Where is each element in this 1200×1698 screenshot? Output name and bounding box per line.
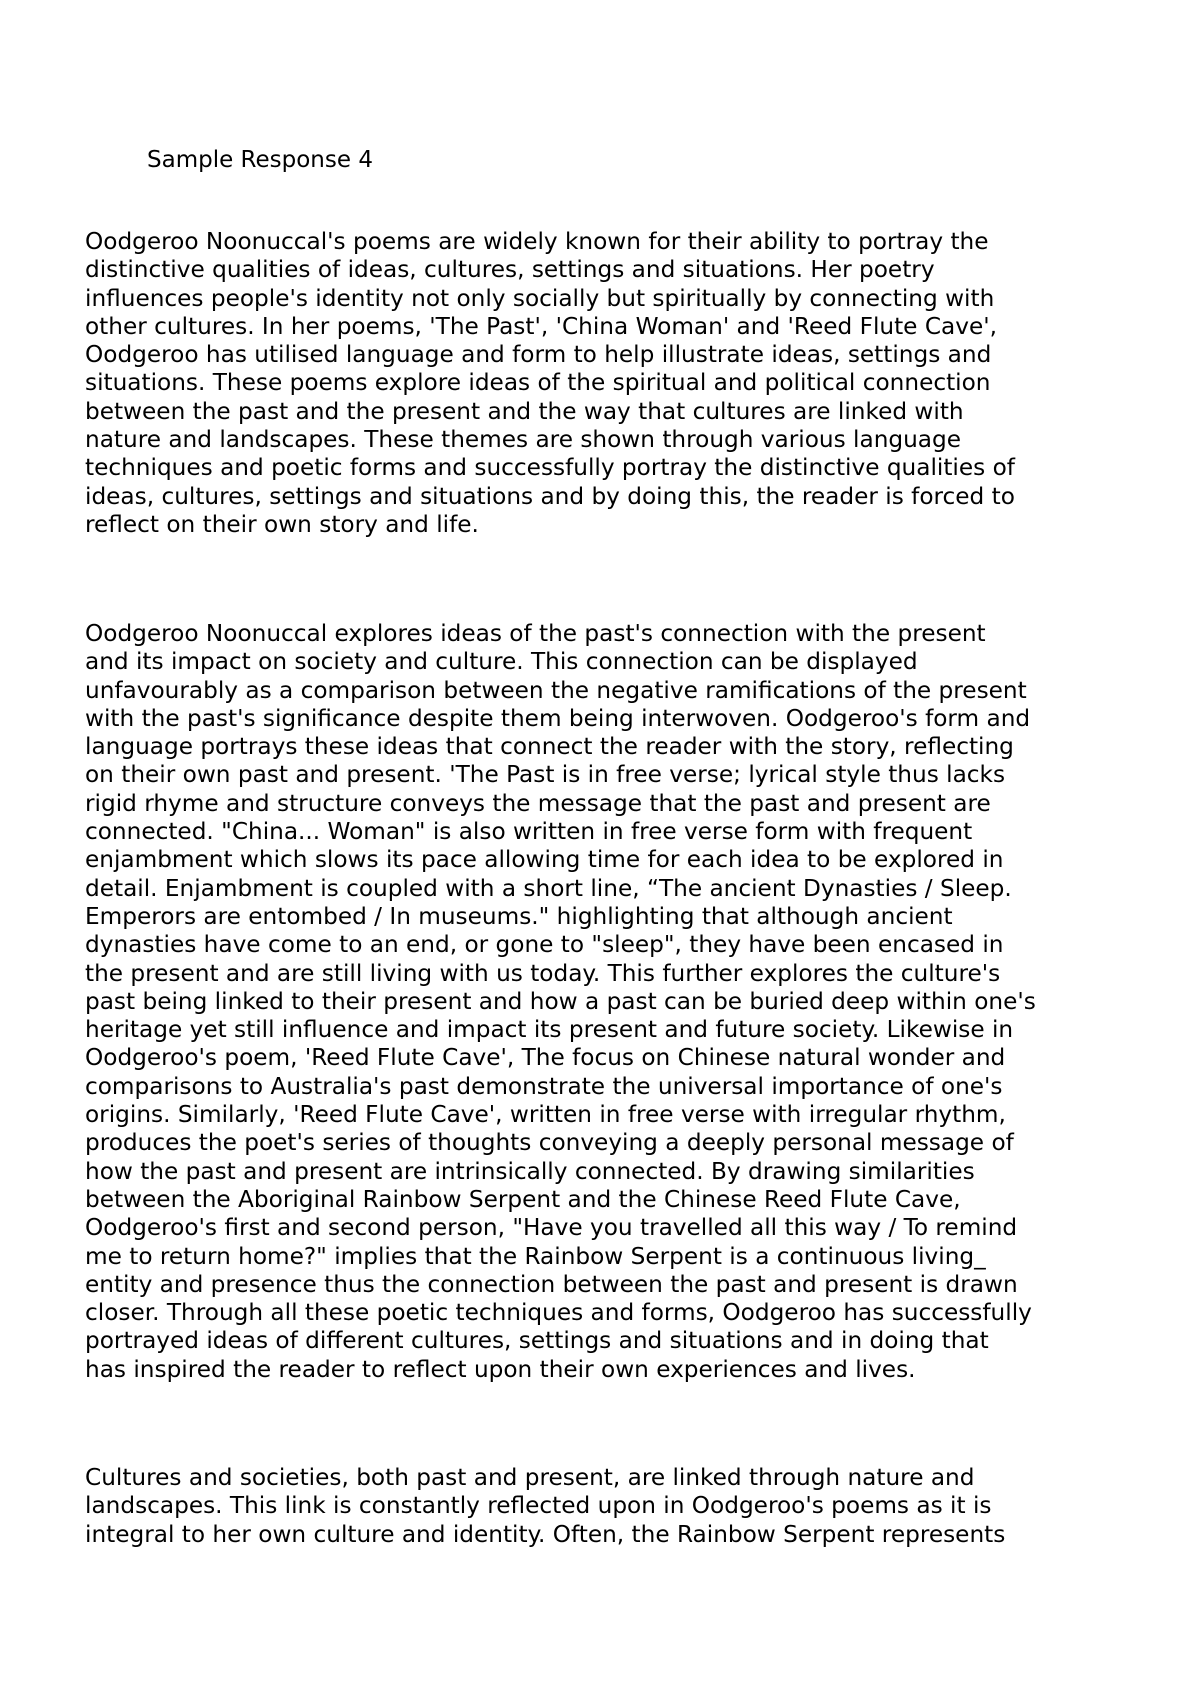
text-line: the present and are still living with us today. This further explores the culture's bbox=[85, 959, 1001, 987]
text-line: and its impact on society and culture. This connection can be displayed bbox=[85, 648, 918, 676]
text-line: connected. "China... Woman" is also written in free verse form with frequent bbox=[85, 818, 973, 846]
text-line: detail. Enjambment is coupled with a short line, “The ancient Dynasties / Sleep. bbox=[85, 874, 1012, 902]
text-line: language portrays these ideas that connect the reader with the story, reflecting bbox=[85, 733, 1014, 761]
text-line: influences people's identity not only socially but spiritually by connecting with bbox=[85, 284, 995, 312]
paragraph-past-and-present bbox=[85, 620, 1105, 1384]
text-line: me to return home?" implies that the Rainbow Serpent is a continuous living_ bbox=[85, 1242, 986, 1270]
text-line: Oodgeroo's poem, 'Reed Flute Cave', The focus on Chinese natural wonder and bbox=[85, 1044, 1006, 1072]
text-line: other cultures. In her poems, 'The Past', 'China Woman' and 'Reed Flute Cave', bbox=[85, 312, 997, 340]
text-line: distinctive qualities of ideas, cultures, settings and situations. Her poetry bbox=[85, 256, 935, 284]
text-line: dynasties have come to an end, or gone to "sleep", they have been encased in bbox=[85, 931, 1004, 959]
text-line: nature and landscapes. These themes are shown through various language bbox=[85, 426, 961, 454]
text-line: techniques and poetic forms and successfully portray the distinctive qualities of bbox=[85, 454, 1015, 482]
text-line: integral to her own culture and identity. Often, the Rainbow Serpent represents bbox=[85, 1520, 1006, 1548]
text-line: heritage yet still influence and impact its present and future society. Likewise in bbox=[85, 1016, 1014, 1044]
paragraph-introduction bbox=[85, 228, 1105, 539]
text-line: reflect on their own story and life. bbox=[85, 510, 479, 538]
text-line: on their own past and present. 'The Past is in free verse; lyrical style thus lacks bbox=[85, 761, 1006, 789]
text-line: Oodgeroo Noonuccal explores ideas of the past's connection with the present bbox=[85, 620, 986, 647]
text-line: Emperors are entombed / In museums." highlighting that although ancient bbox=[85, 902, 953, 930]
text-line: origins. Similarly, 'Reed Flute Cave', written in free verse with irregular rhythm, bbox=[85, 1101, 1006, 1129]
text-line: produces the poet's series of thoughts conveying a deeply personal message of bbox=[85, 1129, 1014, 1157]
text-line: ideas, cultures, settings and situations and by doing this, the reader is forced to bbox=[85, 482, 1015, 510]
page-title: Sample Response 4 bbox=[147, 147, 373, 173]
text-line: between the past and the present and the way that cultures are linked with bbox=[85, 397, 964, 425]
text-line: situations. These poems explore ideas of the spiritual and political connection bbox=[85, 369, 991, 397]
text-line: portrayed ideas of different cultures, settings and situations and in doing that bbox=[85, 1327, 989, 1355]
text-line: past being linked to their present and how a past can be buried deep within one's bbox=[85, 987, 1036, 1015]
text-line: Oodgeroo Noonuccal's poems are widely known for their ability to portray the bbox=[85, 228, 989, 255]
text-line: Oodgeroo has utilised language and form to help illustrate ideas, settings and bbox=[85, 341, 992, 369]
text-line: comparisons to Australia's past demonstrate the universal importance of one's bbox=[85, 1072, 1003, 1100]
text-line: has inspired the reader to reflect upon their own experiences and lives. bbox=[85, 1355, 916, 1383]
text-line: landscapes. This link is constantly reflected upon in Oodgeroo's poems as it is bbox=[85, 1492, 992, 1520]
text-line: enjambment which slows its pace allowing time for each idea to be explored in bbox=[85, 846, 1004, 874]
text-line: Cultures and societies, both past and present, are linked through nature and bbox=[85, 1464, 975, 1491]
text-line: unfavourably as a comparison between the negative ramifications of the present bbox=[85, 676, 1027, 704]
paragraph-nature-and-landscapes bbox=[85, 1464, 1105, 1549]
text-line: entity and presence thus the connection between the past and present is drawn bbox=[85, 1270, 1018, 1298]
text-line: rigid rhyme and structure conveys the message that the past and present are bbox=[85, 789, 991, 817]
text-line: how the past and present are intrinsically connected. By drawing similarities bbox=[85, 1157, 975, 1185]
text-line: with the past's significance despite them being interwoven. Oodgeroo's form and bbox=[85, 704, 1031, 732]
text-line: between the Aboriginal Rainbow Serpent and the Chinese Reed Flute Cave, bbox=[85, 1185, 961, 1213]
text-line: closer. Through all these poetic techniques and forms, Oodgeroo has successfully bbox=[85, 1299, 1032, 1327]
text-line: Oodgeroo's first and second person, "Have you travelled all this way / To remind bbox=[85, 1214, 1018, 1242]
